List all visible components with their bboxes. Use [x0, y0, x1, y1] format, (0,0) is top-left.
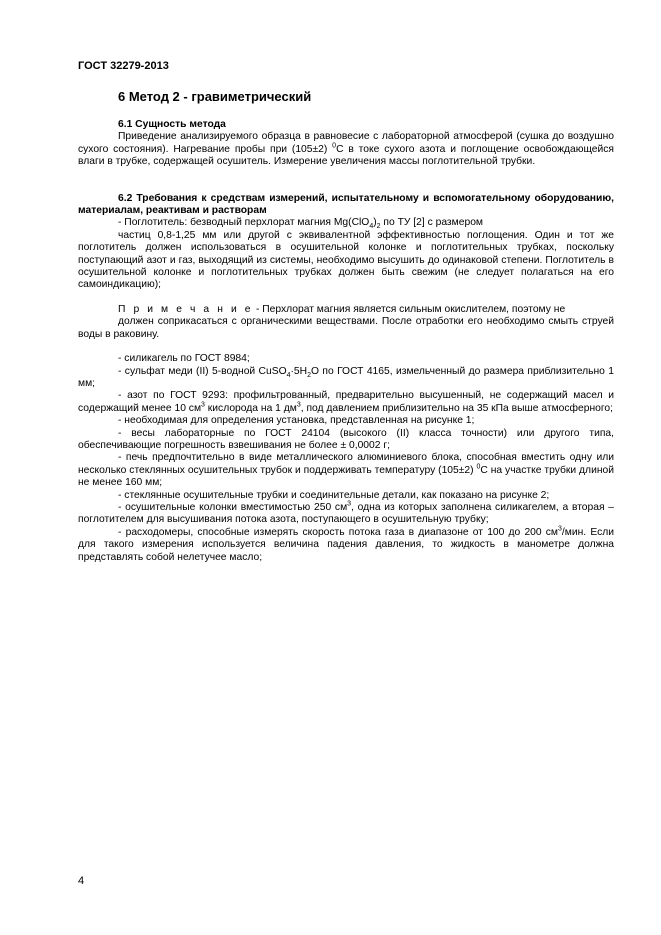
note-first-line: П р и м е ч а н и е - Перхлорат магния является сильным окислителем, поэтому не	[118, 303, 566, 315]
subsection-6-1-title: 6.1 Сущность метода	[118, 119, 226, 130]
section-title: 6 Метод 2 - гравиметрический	[118, 89, 312, 104]
glass-tubes-item: - стеклянные осушительные трубки и соединительные детали, как показано на рисунке 2;	[118, 489, 550, 501]
note-label: П р и м е ч а н и е	[118, 303, 254, 315]
subsection-6-1-text: Приведение анализируемого образца в равновесие с лабораторной атмосферой (сушка до воздушно сухого состояния). Нагревание пробы при (105±2) $^0$С в токе сухого азота и поглощение освобождающейся влаги в трубке, содержащей осушитель. Измерение увеличения массы поглотительной трубки.	[78, 131, 614, 168]
absorbent-item: - Поглотитель: безводный перхлорат магния $Mg(ClO_4)_2$ по ТУ [2] с размером	[118, 217, 483, 231]
oven-item: - печь предпочтительно в виде металлического алюминиевого блока, способная вместить одну или несколько стеклянных осушительных трубок и поддерживать температуру (105±2) $^0$С на участке трубки длиной не менее 160 мм;	[78, 452, 614, 489]
copper-sulfate-item: - сульфат меди (II) 5-водной $CuSO_4\cdot 5H_2O$ по ГОСТ 4165, измельченный до размера приблизительно 1 мм;	[78, 365, 614, 389]
subsection-6-2-title: 6.2 Требования к средствам измерений, испытательному и вспомогательному оборудованию, материалам, реактивам и растворам	[78, 192, 614, 217]
silica-gel-item: - силикагель по ГОСТ 8984;	[118, 353, 250, 365]
note-text: должен соприкасаться с органическими веществами. После отработки его необходимо смыть струей воды в раковину.	[78, 316, 614, 340]
scales-item: - весы лабораторные по ГОСТ 24104 (высокого (II) класса точности) или другого типа, обеспечивающие погрешность взвешивания не более ± 0,0002 г;	[78, 427, 614, 451]
flowmeters-item: - расходомеры, способные измерять скорость потока газа в диапазоне от 100 до 200 $см^3$/мин. Если для такого измерения используется величина падения давления, то жидкость в манометре должна представлять собой нелетучее масло;	[78, 525, 614, 563]
document-body	[78, 119, 614, 564]
absorbent-particles-text: частиц 0,8-1,25 мм или другой с эквивалентной эффективностью поглощения. Один и тот же поглотитель должен использоваться в осушительной колонке и поглотительных трубках, поскольку поступающий азот и газ, выходящий из системы, необходимо высушить до одинаковой степени. Поглотитель в осушительной колонке и поглотительных трубках должен быть свежим (не следует полагаться на его самоиндикацию);	[78, 229, 614, 291]
document-header: ГОСТ 32279-2013	[78, 60, 169, 72]
page-number: 4	[78, 875, 85, 887]
setup-item: - необходимая для определения установка, представленная на рисунке 1;	[118, 415, 475, 427]
drying-columns-item: - осушительные колонки вместимостью 250 $см^3$, одна из которых заполнена силикагелем, а вторая – поглотителем для высушивания потока азота, поступающего в осушительную трубку;	[78, 500, 615, 526]
nitrogen-item: - азот по ГОСТ 9293: профильтрованный, предварительно высушенный, не содержащий масел и содержащий менее 10 $см^3$ кислорода на 1 $дм^3$, под давлением приблизительно на 35 кПа выше атмосферного;	[78, 390, 614, 414]
